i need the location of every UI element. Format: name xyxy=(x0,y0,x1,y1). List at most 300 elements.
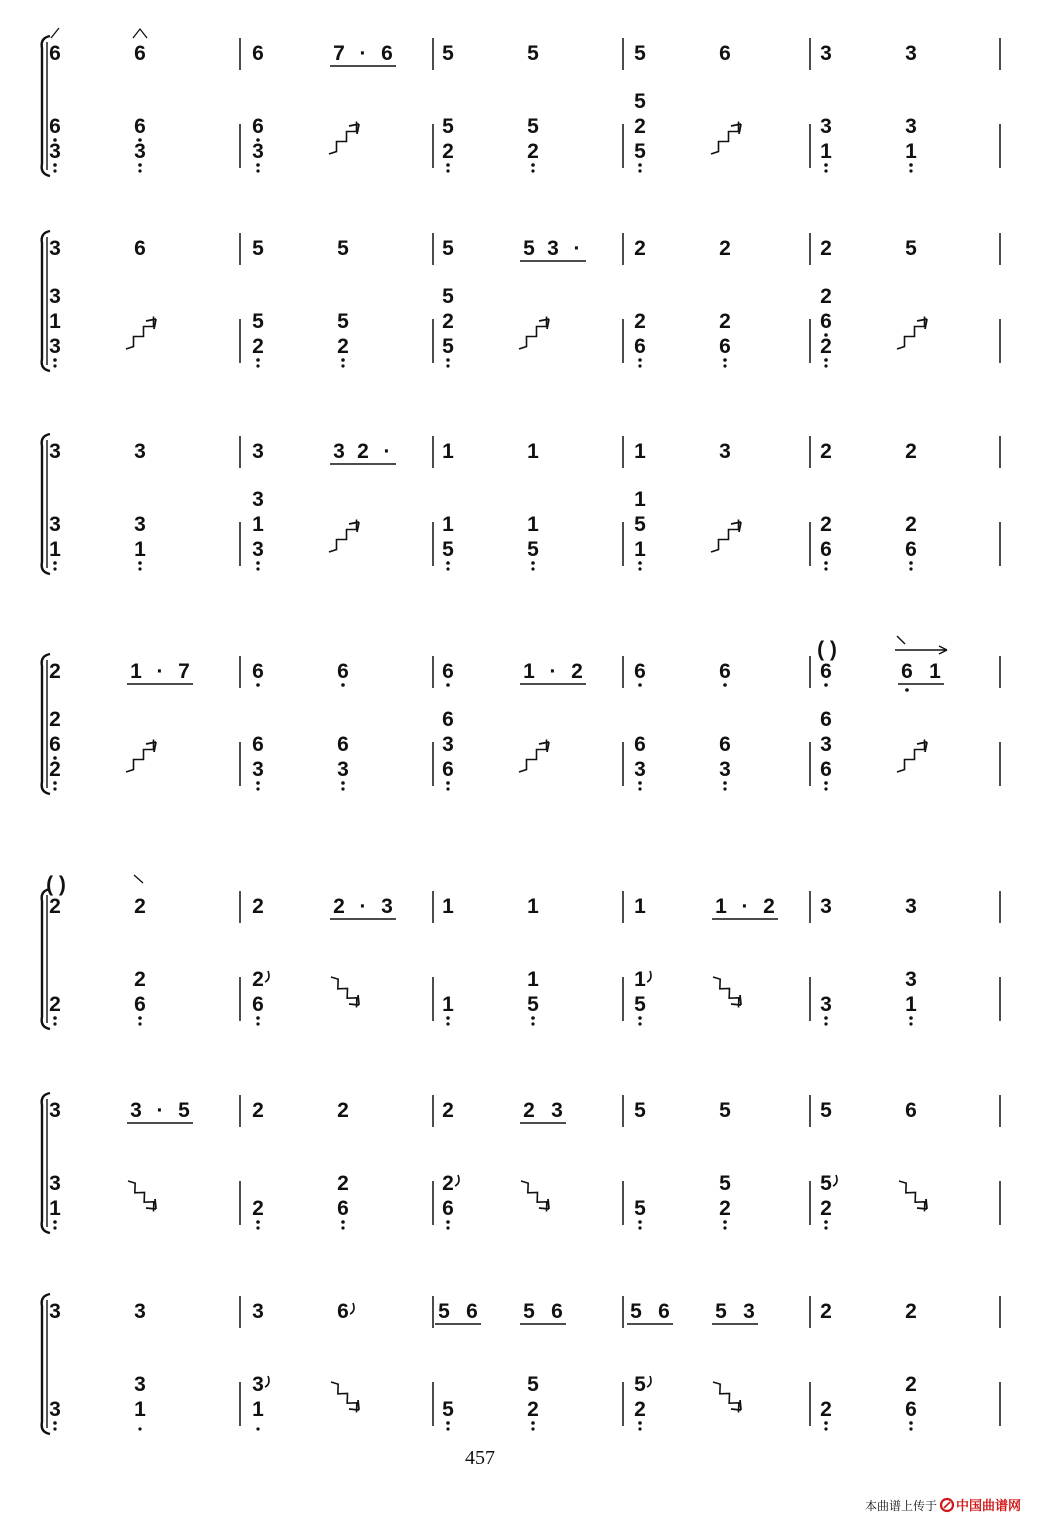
note-digit: 6 xyxy=(901,660,913,683)
octave-dot xyxy=(138,567,141,570)
slide-down-arrow-icon xyxy=(331,977,359,1008)
bass-note-digit: 1 xyxy=(252,1398,264,1421)
bass-note-digit: 3 xyxy=(49,513,61,536)
note-digit: 3 xyxy=(134,1300,146,1323)
slide-down-arrow-icon xyxy=(899,1181,927,1212)
octave-dot xyxy=(824,683,828,687)
bass-note-digit: 6 xyxy=(252,993,264,1016)
bass-note-digit: 6 xyxy=(252,733,264,756)
octave-dot xyxy=(446,364,449,367)
note-digit: 6 xyxy=(551,1300,563,1323)
octave-dot xyxy=(446,787,449,790)
arrow-shaft xyxy=(899,1181,925,1212)
bass-note-digit: 2 xyxy=(337,335,349,358)
arrow-shaft xyxy=(713,977,739,1008)
note-digit: 5 xyxy=(442,237,454,260)
bass-note-digit: 1 xyxy=(49,1197,61,1220)
octave-dot xyxy=(909,163,913,167)
arrow-shaft xyxy=(331,1382,357,1413)
octave-dot xyxy=(824,1226,827,1229)
parenthesis-mark: ( ) xyxy=(46,873,66,896)
octave-dot xyxy=(446,1421,450,1425)
bass-note-digit: 5 xyxy=(527,993,539,1016)
hat-mark-icon xyxy=(133,29,147,38)
bass-note-digit: 5 xyxy=(634,1197,646,1220)
octave-dot xyxy=(909,561,913,565)
note-digit: 5 xyxy=(715,1300,727,1323)
note-digit: 2 xyxy=(905,1300,917,1323)
octave-dot xyxy=(341,683,345,687)
octave-dot xyxy=(341,1226,344,1229)
bass-note-digit: 5 xyxy=(442,335,454,358)
measure xyxy=(442,237,586,368)
dot-sign: · xyxy=(549,660,557,683)
note-digit: 5 xyxy=(337,237,349,260)
octave-dot xyxy=(723,787,726,790)
hook-mark-icon xyxy=(265,971,269,982)
octave-dot xyxy=(446,1016,450,1020)
octave-dot xyxy=(723,364,726,367)
bass-note-digit: 2 xyxy=(905,1373,917,1396)
arrow-shaft xyxy=(897,317,925,350)
bass-note-digit: 5 xyxy=(820,1172,832,1195)
bass-note-digit: 1 xyxy=(634,968,646,991)
octave-dot xyxy=(638,1016,642,1020)
note-digit: 6 xyxy=(466,1300,478,1323)
octave-dot xyxy=(638,364,641,367)
note-digit: 2 xyxy=(820,1300,832,1323)
octave-dot xyxy=(256,169,259,172)
octave-dot xyxy=(723,683,727,687)
measure xyxy=(435,1300,566,1431)
octave-dot xyxy=(256,364,259,367)
octave-dot xyxy=(256,561,260,565)
footer-site-name: 中国曲谱网 xyxy=(956,1499,1022,1514)
octave-dot xyxy=(909,1421,913,1425)
bass-note-digit: 3 xyxy=(49,1398,61,1421)
arrow-head xyxy=(731,522,741,532)
note-digit: 1 xyxy=(523,660,535,683)
octave-dot xyxy=(256,781,260,785)
arrow-shaft xyxy=(331,977,357,1008)
octave-dot xyxy=(53,1016,57,1020)
octave-dot xyxy=(256,163,260,167)
dot-sign: · xyxy=(741,895,749,918)
measure xyxy=(634,237,731,368)
bass-note-digit: 2 xyxy=(820,1398,832,1421)
note-digit: 1 xyxy=(634,440,646,463)
note-digit: 5 xyxy=(820,1099,832,1122)
note-digit: 6 xyxy=(337,660,349,683)
slide-up-arrow-icon xyxy=(711,122,741,155)
note-digit: 3 xyxy=(743,1300,755,1323)
bass-note-digit: 5 xyxy=(442,1398,454,1421)
bass-note-digit: 2 xyxy=(719,310,731,333)
bass-note-digit: 2 xyxy=(337,1172,349,1195)
slide-up-arrow-icon xyxy=(897,317,927,350)
note-digit: 5 xyxy=(527,42,539,65)
octave-dot xyxy=(531,1022,534,1025)
octave-dot xyxy=(638,561,642,565)
bass-note-digit: 2 xyxy=(49,993,61,1016)
bass-note-digit: 2 xyxy=(134,968,146,991)
note-digit: 2 xyxy=(763,895,775,918)
measure xyxy=(820,42,917,173)
measure xyxy=(820,1300,917,1431)
note-digit: 5 xyxy=(634,1099,646,1122)
bass-note-digit: 2 xyxy=(252,335,264,358)
arrow-shaft xyxy=(329,520,357,553)
note-digit: 6 xyxy=(905,1099,917,1122)
note-digit: 1 xyxy=(130,660,142,683)
accent-mark-icon xyxy=(51,28,59,38)
octave-dot xyxy=(256,358,260,362)
octave-dot xyxy=(446,1226,449,1229)
arrow-shaft xyxy=(128,1181,154,1212)
bass-note-digit: 5 xyxy=(442,115,454,138)
measure xyxy=(252,440,396,571)
octave-dot xyxy=(531,567,534,570)
octave-dot xyxy=(824,1421,828,1425)
note-digit: 3 xyxy=(905,42,917,65)
bass-note-digit: 1 xyxy=(820,140,832,163)
bass-note-digit: 3 xyxy=(134,1373,146,1396)
octave-dot xyxy=(53,1226,56,1229)
octave-dot xyxy=(909,1022,912,1025)
octave-dot xyxy=(723,781,727,785)
measure xyxy=(49,660,193,791)
note-digit: 2 xyxy=(357,440,369,463)
bass-note-digit: 5 xyxy=(527,115,539,138)
note-digit: 1 xyxy=(442,440,454,463)
arrow-head xyxy=(539,319,549,329)
bass-note-digit: 5 xyxy=(634,1373,646,1396)
bass-note-digit: 6 xyxy=(820,758,832,781)
octave-dot xyxy=(531,1427,534,1430)
octave-dot xyxy=(446,561,450,565)
bass-note-digit: 1 xyxy=(905,140,917,163)
dot-sign: · xyxy=(573,237,581,260)
note-digit: 6 xyxy=(252,42,264,65)
bass-note-digit: 3 xyxy=(442,733,454,756)
note-digit: 1 xyxy=(634,895,646,918)
slide-up-arrow-icon xyxy=(126,740,156,773)
bass-note-digit: 1 xyxy=(134,1398,146,1421)
bass-note-digit: 3 xyxy=(905,115,917,138)
octave-dot xyxy=(638,1220,642,1224)
arrow-head xyxy=(349,124,359,134)
octave-dot xyxy=(531,1016,535,1020)
bass-note-digit: 3 xyxy=(252,758,264,781)
octave-dot xyxy=(341,787,344,790)
fall-mark-icon xyxy=(897,636,905,644)
note-digit: 2 xyxy=(820,237,832,260)
bass-note-digit: 5 xyxy=(442,538,454,561)
bass-note-digit: 2 xyxy=(719,1197,731,1220)
note-digit: 3 xyxy=(49,1099,61,1122)
note-digit: 3 xyxy=(252,440,264,463)
bass-note-digit: 5 xyxy=(252,310,264,333)
arrow-shaft xyxy=(329,122,357,155)
note-digit: 2 xyxy=(820,440,832,463)
bass-note-digit: 2 xyxy=(634,1398,646,1421)
octave-dot xyxy=(53,358,57,362)
bass-note-digit: 3 xyxy=(820,115,832,138)
score-system xyxy=(42,636,1000,794)
measure xyxy=(820,440,917,571)
note-digit: 5 xyxy=(630,1300,642,1323)
bass-note-digit: 1 xyxy=(442,513,454,536)
note-digit: 5 xyxy=(442,42,454,65)
bass-note-digit: 3 xyxy=(49,140,61,163)
note-digit: 3 xyxy=(551,1099,563,1122)
bass-note-digit: 3 xyxy=(252,140,264,163)
note-digit: 2 xyxy=(442,1099,454,1122)
octave-dot xyxy=(341,1220,345,1224)
octave-dot xyxy=(531,1421,535,1425)
bass-note-digit: 2 xyxy=(634,115,646,138)
octave-dot xyxy=(53,364,56,367)
octave-dot xyxy=(53,567,56,570)
arrow-shaft xyxy=(711,122,739,155)
bass-note-digit: 6 xyxy=(905,538,917,561)
bass-note-digit: 2 xyxy=(820,513,832,536)
slide-down-arrow-icon xyxy=(331,1382,359,1413)
measure xyxy=(634,895,778,1026)
arrow-head xyxy=(917,742,927,752)
page-number: 457 xyxy=(465,1447,495,1469)
bass-note-digit: 2 xyxy=(820,285,832,308)
note-digit: 3 xyxy=(905,895,917,918)
bass-note-digit: 2 xyxy=(49,758,61,781)
octave-dot xyxy=(446,358,450,362)
octave-dot xyxy=(638,358,642,362)
score-system xyxy=(42,1093,1000,1233)
bass-note-digit: 1 xyxy=(49,538,61,561)
hook-mark-icon xyxy=(350,1303,354,1314)
measure xyxy=(820,1099,927,1230)
bass-note-digit: 2 xyxy=(252,968,264,991)
bass-note-digit: 6 xyxy=(820,310,832,333)
note-digit: 6 xyxy=(337,1300,349,1323)
bass-note-digit: 1 xyxy=(634,538,646,561)
note-digit: 3 xyxy=(49,440,61,463)
score-system xyxy=(42,231,1000,371)
octave-dot xyxy=(638,787,641,790)
note-digit: 3 xyxy=(719,440,731,463)
bass-note-digit: 2 xyxy=(527,140,539,163)
note-digit: 3 xyxy=(333,440,345,463)
measure xyxy=(817,636,947,791)
arrow-shaft xyxy=(713,1382,739,1413)
octave-dot xyxy=(638,1226,641,1229)
note-digit: 3 xyxy=(381,895,393,918)
octave-dot xyxy=(256,1220,260,1224)
octave-dot xyxy=(53,1220,57,1224)
bass-note-digit: 3 xyxy=(252,1373,264,1396)
bass-note-digit: 6 xyxy=(634,733,646,756)
bass-note-digit: 3 xyxy=(49,335,61,358)
octave-dot xyxy=(446,683,450,687)
measure xyxy=(442,660,586,791)
note-digit: 5 xyxy=(523,237,535,260)
octave-dot xyxy=(53,561,57,565)
note-digit: 6 xyxy=(381,42,393,65)
note-digit: 1 xyxy=(442,895,454,918)
arrow-shaft xyxy=(897,740,925,773)
note-digit: 2 xyxy=(49,660,61,683)
measure xyxy=(49,237,156,368)
octave-dot xyxy=(824,358,828,362)
note-digit: 6 xyxy=(442,660,454,683)
measure xyxy=(634,440,741,571)
octave-dot xyxy=(446,1220,450,1224)
bass-note-digit: 6 xyxy=(337,733,349,756)
bass-note-digit: 6 xyxy=(719,335,731,358)
dot-sign: · xyxy=(156,1099,164,1122)
bass-note-digit: 5 xyxy=(634,993,646,1016)
octave-dot xyxy=(53,1427,56,1430)
bass-note-digit: 5 xyxy=(442,285,454,308)
measure xyxy=(252,1099,349,1230)
bass-note-digit: 2 xyxy=(252,1197,264,1220)
bass-note-digit: 5 xyxy=(337,310,349,333)
octave-dot xyxy=(723,358,727,362)
bass-note-digit: 3 xyxy=(820,733,832,756)
note-digit: 2 xyxy=(905,440,917,463)
octave-dot xyxy=(341,781,345,785)
octave-dot xyxy=(638,781,642,785)
octave-dot xyxy=(53,1022,56,1025)
score-systems xyxy=(42,28,1000,1434)
slide-up-arrow-icon xyxy=(126,317,156,350)
bass-note-digit: 2 xyxy=(820,335,832,358)
octave-dot xyxy=(53,163,57,167)
measure xyxy=(634,1099,731,1230)
note-digit: 6 xyxy=(719,660,731,683)
octave-dot xyxy=(256,1022,259,1025)
measure xyxy=(820,237,927,368)
octave-dot xyxy=(256,683,260,687)
arrow-head xyxy=(349,522,359,532)
note-digit: 7 xyxy=(333,42,345,65)
note-digit: 5 xyxy=(523,1300,535,1323)
octave-dot xyxy=(446,781,450,785)
slide-up-arrow-icon xyxy=(711,520,741,553)
hook-mark-icon xyxy=(647,1376,651,1387)
note-digit: 5 xyxy=(719,1099,731,1122)
note-digit: 7 xyxy=(178,660,190,683)
note-digit: 2 xyxy=(49,895,61,918)
octave-dot xyxy=(905,688,909,692)
note-digit: 5 xyxy=(178,1099,190,1122)
octave-dot xyxy=(824,1016,828,1020)
octave-dot xyxy=(638,1427,641,1430)
measure xyxy=(46,873,146,1026)
octave-dot xyxy=(638,683,642,687)
octave-dot xyxy=(909,1016,913,1020)
note-digit: 3 xyxy=(49,1300,61,1323)
hook-mark-icon xyxy=(455,1175,459,1186)
bass-note-digit: 6 xyxy=(905,1398,917,1421)
bass-note-digit: 3 xyxy=(49,285,61,308)
measure xyxy=(252,660,349,791)
bass-note-digit: 3 xyxy=(252,488,264,511)
octave-dot xyxy=(723,1220,727,1224)
note-digit: 3 xyxy=(547,237,559,260)
octave-dot xyxy=(909,169,912,172)
bass-note-digit: 6 xyxy=(442,758,454,781)
note-digit: 2 xyxy=(252,1099,264,1122)
octave-dot xyxy=(824,163,828,167)
note-digit: 1 xyxy=(715,895,727,918)
slide-down-arrow-icon xyxy=(521,1181,549,1212)
octave-dot xyxy=(909,1427,912,1430)
measure xyxy=(442,1099,566,1230)
arrow-head xyxy=(731,124,741,134)
bass-note-digit: 6 xyxy=(442,1197,454,1220)
note-digit: 6 xyxy=(134,42,146,65)
measure xyxy=(634,660,731,791)
bass-note-digit: 3 xyxy=(252,538,264,561)
site-logo-icon xyxy=(941,1499,953,1511)
octave-dot xyxy=(341,358,345,362)
octave-dot xyxy=(446,163,450,167)
arrow-head xyxy=(146,319,156,329)
score-system xyxy=(42,28,1000,176)
note-digit: 3 xyxy=(49,237,61,260)
bass-note-digit: 2 xyxy=(634,310,646,333)
note-digit: 2 xyxy=(252,895,264,918)
bass-note-digit: 6 xyxy=(49,733,61,756)
arrow-shaft xyxy=(126,740,154,773)
measure xyxy=(627,1300,758,1431)
bass-note-digit: 5 xyxy=(634,140,646,163)
bass-note-digit: 5 xyxy=(634,90,646,113)
measure xyxy=(49,28,147,173)
octave-dot xyxy=(723,1226,726,1229)
bass-note-digit: 5 xyxy=(527,538,539,561)
arrow-shaft xyxy=(711,520,739,553)
dot-sign: · xyxy=(156,660,164,683)
octave-dot xyxy=(531,169,534,172)
octave-dot xyxy=(138,1016,142,1020)
measure xyxy=(442,895,539,1026)
octave-dot xyxy=(53,1421,57,1425)
octave-dot xyxy=(53,787,56,790)
bass-note-digit: 2 xyxy=(820,1197,832,1220)
bass-note-digit: 6 xyxy=(820,538,832,561)
octave-dot xyxy=(824,561,828,565)
note-digit: 2 xyxy=(333,895,345,918)
slide-down-arrow-icon xyxy=(713,1382,741,1413)
bass-note-digit: 1 xyxy=(527,968,539,991)
dot-sign: · xyxy=(359,42,367,65)
bass-note-digit: 3 xyxy=(134,513,146,536)
bass-note-digit: 3 xyxy=(49,1172,61,1195)
note-digit: 6 xyxy=(658,1300,670,1323)
measure xyxy=(252,42,396,173)
bass-note-digit: 1 xyxy=(527,513,539,536)
octave-dot xyxy=(446,567,449,570)
octave-dot xyxy=(256,1226,259,1229)
arrow-head xyxy=(917,319,927,329)
bass-note-digit: 5 xyxy=(527,1373,539,1396)
octave-dot xyxy=(824,787,827,790)
note-digit: 3 xyxy=(820,895,832,918)
bass-note-digit: 6 xyxy=(442,708,454,731)
note-digit: 2 xyxy=(634,237,646,260)
